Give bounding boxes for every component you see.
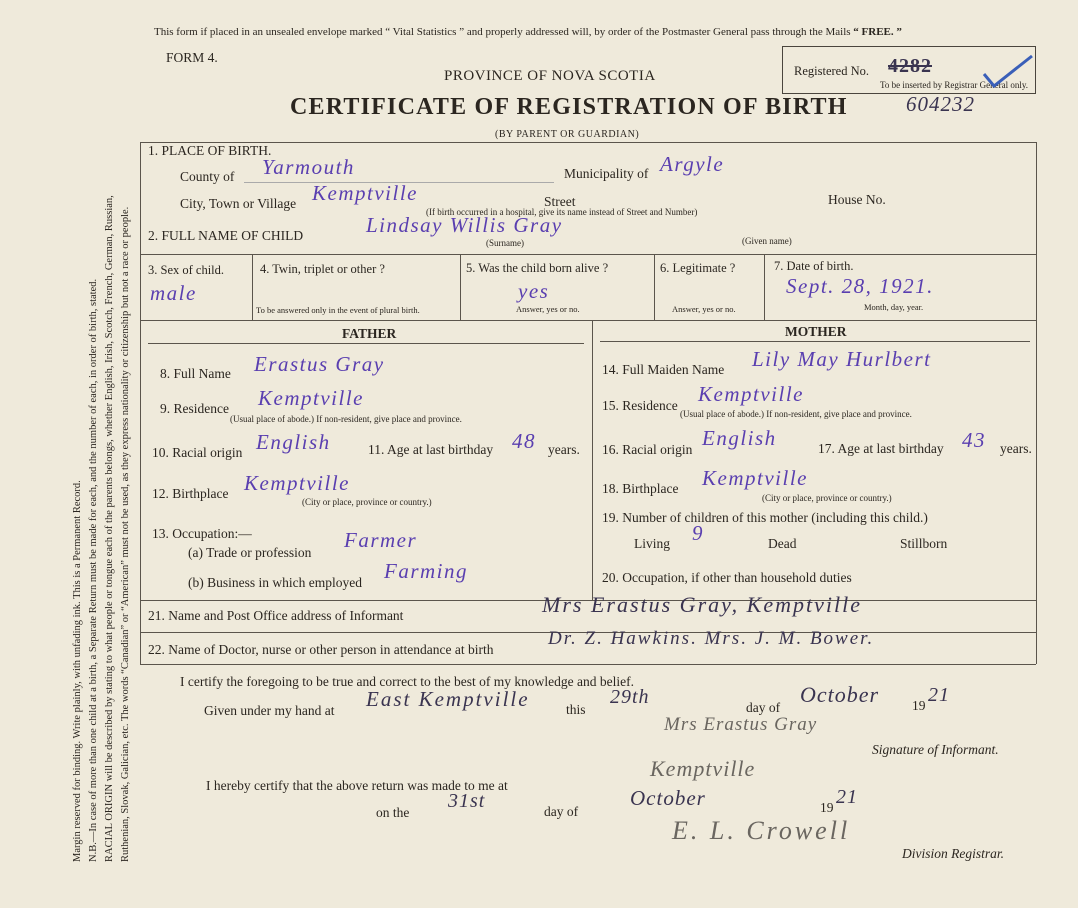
registrar-place-value: Kemptville: [650, 756, 756, 781]
father-biz-value: Farming: [384, 559, 468, 583]
father-bp-note: (City or place, province or country.): [302, 497, 432, 507]
mother-age-label: 17. Age at last birthday: [818, 441, 944, 456]
father-years-label: years.: [548, 442, 580, 457]
mother-name-label: 14. Full Maiden Name: [602, 362, 725, 377]
mother-res-note: (Usual place of abode.) If non-resident, give place and province.: [680, 409, 912, 419]
divider: [140, 320, 1036, 321]
given-label: Given under my hand at: [204, 703, 335, 718]
registered-handwritten: 604232: [906, 92, 975, 116]
checkmark-icon: [980, 52, 1036, 92]
mother-years-label: years.: [1000, 441, 1032, 456]
given-dayof-label: day of: [746, 700, 781, 715]
mother-heading: MOTHER: [785, 324, 847, 339]
mother-occ-label: 20. Occupation, if other than household duties: [602, 570, 852, 585]
living-value: 9: [692, 521, 704, 545]
informant-sig-label: Signature of Informant.: [872, 742, 999, 757]
divider: [140, 142, 141, 664]
registrar-line: I hereby certify that the above return was made to me at: [206, 778, 508, 793]
mother-children-label: 19. Number of children of this mother (including this child.): [602, 510, 928, 525]
page-subtitle: (BY PARENT OR GUARDIAN): [495, 129, 640, 140]
given-day-value: 29th: [610, 686, 650, 708]
mother-race-value: English: [702, 426, 777, 450]
divider: [1036, 142, 1037, 664]
father-bp-label: 12. Birthplace: [152, 486, 229, 501]
father-res-note: (Usual place of abode.) If non-resident, give place and province.: [230, 414, 462, 424]
registered-number: 4282: [888, 55, 932, 77]
stillborn-label: Stillborn: [900, 536, 948, 551]
informant-signature: Mrs Erastus Gray: [664, 714, 818, 735]
mother-bp-value: Kemptville: [702, 466, 808, 490]
city-value: Kemptville: [312, 181, 418, 205]
father-res-label: 9. Residence: [160, 401, 229, 416]
place-heading: 1. PLACE OF BIRTH.: [148, 143, 272, 158]
father-bp-value: Kemptville: [244, 471, 350, 495]
child-name-label: 2. FULL NAME OF CHILD: [148, 228, 304, 243]
mail-notice-free: “ FREE. ”: [853, 26, 902, 38]
given-year-suffix: 21: [928, 684, 950, 706]
sex-label: 3. Sex of child.: [148, 263, 225, 277]
dead-label: Dead: [768, 536, 797, 551]
alive-note: Answer, yes or no.: [516, 304, 580, 314]
legit-label: 6. Legitimate ?: [660, 261, 736, 275]
mother-bp-note: (City or place, province or country.): [762, 493, 892, 503]
divider: [252, 254, 253, 320]
dob-value: Sept. 28, 1921.: [786, 274, 934, 298]
mail-notice: [154, 26, 902, 38]
registrar-year-suffix: 21: [836, 786, 858, 808]
divider: [148, 343, 584, 344]
father-trade-value: Farmer: [344, 528, 418, 552]
divider: [600, 341, 1030, 342]
father-race-value: English: [256, 430, 331, 454]
dob-note: Month, day, year.: [864, 302, 924, 312]
registrar-month-value: October: [630, 786, 706, 810]
house-label: House No.: [828, 192, 886, 207]
surname-note: (Surname): [486, 238, 524, 248]
on-label: on the: [376, 805, 410, 820]
father-age-value: 48: [512, 429, 536, 453]
registrar-dayof-label: day of: [544, 804, 579, 819]
mother-res-label: 15. Residence: [602, 398, 678, 413]
hospital-note: (If birth occurred in a hospital, give its name instead of Street and Number): [426, 207, 698, 217]
dob-label: 7. Date of birth.: [774, 259, 854, 273]
father-trade-label: (a) Trade or profession: [188, 545, 312, 560]
margin-note-2: N.B.—In case of more than one child at a birth, a Separate Return must be made for each, and the number of each, in order of birth, stated.: [88, 278, 99, 862]
divider: [140, 664, 1036, 665]
mother-name-value: Lily May Hurlbert: [752, 347, 932, 371]
divider: [140, 142, 1036, 143]
father-age-label: 11. Age at last birthday: [368, 442, 494, 457]
mail-notice-text: This form if placed in an unsealed envelope marked “ Vital Statistics ” and properly addressed will, by order of the Postmaster General pass through the Mails: [154, 26, 851, 38]
margin-note-3: RACIAL ORIGIN will be described by stating to what people or tongue each of the parents belongs, whether English, Irish, Scotch, French, German, Russian,: [104, 195, 115, 862]
father-name-value: Erastus Gray: [254, 352, 385, 376]
living-label: Living: [634, 536, 670, 551]
informant-label: 21. Name and Post Office address of Informant: [148, 608, 404, 623]
given-year-prefix: 19: [912, 698, 926, 713]
county-value: Yarmouth: [262, 155, 355, 179]
margin-note-4: Ruthenian, Slovak, Galician, etc. The words “Canadian” or “American” must not be used, as they express nationality or citizenship but not a race or people.: [120, 206, 131, 862]
divider: [140, 254, 1036, 255]
registered-note: To be inserted by Registrar General only.: [880, 80, 1028, 90]
divider: [460, 254, 461, 320]
doctor-value: Dr. Z. Hawkins. Mrs. J. M. Bower.: [548, 628, 875, 649]
twin-label: 4. Twin, triplet or other ?: [260, 262, 385, 276]
informant-value: Mrs Erastus Gray, Kemptville: [542, 592, 862, 617]
page-title: CERTIFICATE OF REGISTRATION OF BIRTH: [290, 94, 848, 120]
doctor-label: 22. Name of Doctor, nurse or other person in attendance at birth: [148, 642, 494, 657]
legit-note: Answer, yes or no.: [672, 304, 736, 314]
registered-label: Registered No.: [794, 64, 869, 78]
province-heading: PROVINCE OF NOVA SCOTIA: [444, 68, 656, 84]
father-name-label: 8. Full Name: [160, 366, 231, 381]
father-heading: FATHER: [342, 326, 397, 341]
form-number: FORM 4.: [166, 50, 218, 65]
father-res-value: Kemptville: [258, 386, 364, 410]
divider: [764, 254, 765, 320]
twin-note: To be answered only in the event of plural birth.: [256, 305, 420, 315]
certify-line: I certify the foregoing to be true and correct to the best of my knowledge and belief.: [180, 674, 634, 689]
registrar-sig-label: Division Registrar.: [902, 846, 1005, 861]
given-place-value: East Kemptville: [366, 687, 530, 711]
city-label: City, Town or Village: [180, 196, 297, 211]
registrar-day-value: 31st: [448, 790, 486, 812]
mother-bp-label: 18. Birthplace: [602, 481, 679, 496]
given-note: (Given name): [742, 236, 792, 246]
county-label: County of: [180, 169, 235, 184]
registrar-year-prefix: 19: [820, 800, 834, 815]
child-name-value: Lindsay Willis Gray: [366, 213, 563, 237]
given-month-value: October: [800, 682, 880, 707]
sex-value: male: [150, 281, 197, 305]
street-label: Street: [544, 194, 576, 209]
mother-age-value: 43: [962, 428, 986, 452]
margin-note-1: Margin reserved for binding. Write plainly, with unfading ink. This is a Permanent Record.: [72, 480, 83, 862]
municipality-label: Municipality of: [564, 166, 649, 181]
this-label: this: [566, 702, 586, 717]
father-race-label: 10. Racial origin: [152, 445, 243, 460]
father-occ-label: 13. Occupation:—: [152, 526, 252, 541]
alive-label: 5. Was the child born alive ?: [466, 261, 609, 275]
alive-value: yes: [518, 279, 550, 303]
father-biz-label: (b) Business in which employed: [188, 575, 362, 590]
municipality-value: Argyle: [660, 152, 725, 176]
mother-race-label: 16. Racial origin: [602, 442, 693, 457]
mother-res-value: Kemptville: [698, 382, 804, 406]
divider: [592, 320, 593, 600]
registrar-signature: E. L. Crowell: [672, 816, 851, 845]
divider: [654, 254, 655, 320]
